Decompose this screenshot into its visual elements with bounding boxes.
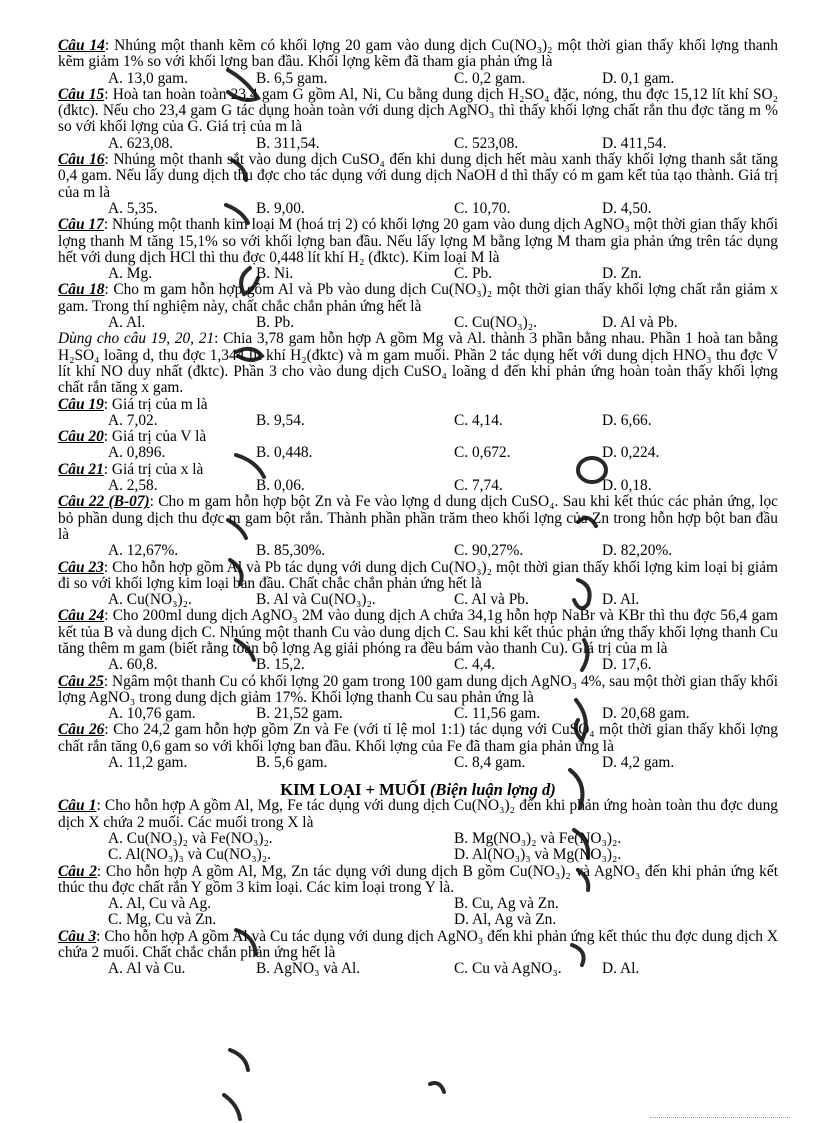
option-d: D. 6,66. <box>602 411 652 429</box>
question-block-21 <box>58 462 778 495</box>
question-text: : Nhúng một thanh kẽm có khối lợng 20 gam vào dung dịch Cu(NO₃)₂ một thời gian thấy khối lợng thanh kẽm giảm 1% so với khối lợng ban đầu. Khối lợng kẽm đã tham gia phản ứng là <box>58 37 778 71</box>
option-a: A. Mg. <box>108 265 153 283</box>
footer-dotted-line <box>650 1117 790 1118</box>
question-text: : Nhúng một thanh kim loại M (hoá trị 2) có khối lợng 20 gam vào dung dịch AgNO₃ một thời gian thấy khối lợng thanh M tăng 15,1% so với khối lợng ban đầu. Nếu lấy lợng M bằng lợng M tham gia phản ứng trên tác dụng hết với dung dịch HCl thì thu đợc 0,448 lít khí H₂ (đktc). Kim loại M là <box>58 216 778 266</box>
question-block-s2-2 <box>58 864 778 929</box>
question-block-15 <box>58 87 778 152</box>
question-label: Câu 23 <box>58 558 104 576</box>
question-label: Câu 16 <box>58 151 105 169</box>
answer-options <box>58 831 778 864</box>
option-b: B. Al và Cu(NO₃)₂. <box>256 591 376 609</box>
question-text: : Cho 200ml dung dịch AgNO₃ 2M vào dung dịch A chứa 34,1g hỗn hợp NaBr và KBr thì thu đợc 56,4 gam kết tủa B và dung dịch C. Nhúng một thanh Cu vào dung dịch C. Sau khi kết thúc phản ứng thấy khối lợng thanh Cu tăng thêm m gam (biết rằng toàn bộ lợng Ag giải phóng ra đều bám vào thanh Cu). Giá trị của m là <box>58 607 778 657</box>
question-text: : Cho hỗn hợp A gồm Al, Mg, Zn tác dụng với dung dịch B gồm Cu(NO₃)₂ và AgNO₃ đến khi phản ứng kết thúc thu đợc chất rắn Y gồm 3 kim loại. Các kim loại trong Y là. <box>58 862 778 896</box>
question-text: : Cho hỗn hợp A gồm Al, Mg, Fe tác dụng với dung dịch Cu(NO₃)₂ đến khi phản ứng hoàn toàn thu đợc dung dịch X chứa 2 muối. Các muối trong X là <box>58 797 778 831</box>
question-text: : Cho m gam hỗn hợp gồm Al và Pb vào dung dịch Cu(NO₃)₂ một thời gian thấy khối lợng chất rắn giảm x gam. Trong thí nghiệm này, chất chắc chắn phản ứng hết là <box>58 281 778 315</box>
section-title: KIM LOẠI + MUỐI <box>280 780 426 800</box>
option-a: A. 11,2 gam. <box>108 754 188 772</box>
option-b: B. 5,6 gam. <box>256 754 328 772</box>
option-d: D. 4,50. <box>602 199 652 217</box>
option-b: B. Ni. <box>256 265 294 283</box>
answer-options <box>58 755 778 771</box>
answer-options <box>58 657 778 673</box>
option-c: C. 0,2 gam. <box>454 69 526 87</box>
option-c: C. 10,70. <box>454 199 511 217</box>
answer-options <box>58 315 778 331</box>
question-block-s2-1 <box>58 798 778 863</box>
option-a: A. Al, Cu và Ag. <box>108 895 212 913</box>
option-d: D. 0,224. <box>602 444 660 462</box>
option-c: C. Al và Pb. <box>454 591 529 609</box>
answer-options <box>58 896 778 929</box>
answer-options <box>58 136 778 152</box>
option-c: C. 8,4 gam. <box>454 754 526 772</box>
question-label: Câu 14 <box>58 37 105 54</box>
question-block-17 <box>58 217 778 282</box>
option-d: D. 17,6. <box>602 656 652 674</box>
option-a: A. 10,76 gam. <box>108 705 196 723</box>
option-c: C. 523,08. <box>454 134 519 152</box>
question-label: Câu 25 <box>58 672 104 690</box>
option-d: D. 82,20%. <box>602 542 673 560</box>
question-block-22 <box>58 494 778 559</box>
answer-options <box>58 592 778 608</box>
shared-intro <box>58 331 778 396</box>
question-block-24 <box>58 608 778 673</box>
option-d: D. 0,18. <box>602 477 652 495</box>
question-label: Câu 3 <box>58 927 97 945</box>
option-a: A. 13,0 gam. <box>108 69 188 87</box>
option-a: A. 623,08. <box>108 134 173 152</box>
option-b: B. 311,54. <box>256 134 320 152</box>
answer-options <box>58 201 778 217</box>
option-a: A. 5,35. <box>108 199 158 217</box>
question-text: : Giá trị của m là <box>103 395 208 413</box>
option-a: A. 60,8. <box>108 656 158 674</box>
option-d: D. Zn. <box>602 265 642 283</box>
option-d: D. 20,68 gam. <box>602 705 690 723</box>
answer-options <box>58 445 778 461</box>
question-label: Câu 22 (B-07) <box>58 493 150 511</box>
intro-label: Dùng cho câu 19, 20, 21 <box>58 330 215 348</box>
option-d: D. Al. <box>602 591 640 609</box>
question-block-26 <box>58 722 778 771</box>
option-c: C. Pb. <box>454 265 493 283</box>
option-b: B. 85,30%. <box>256 542 326 560</box>
question-label: Câu 17 <box>58 216 104 234</box>
section-subtitle: (Biện luận lợng d) <box>429 780 556 800</box>
question-label: Câu 20 <box>58 428 104 446</box>
question-label: Câu 2 <box>58 862 97 880</box>
intro-text: : Chia 3,78 gam hỗn hợp A gồm Mg và Al. thành 3 phần bằng nhau. Phần 1 hoà tan bằng H₂SO₄ loãng d, thu đợc 1,344 lít khí H₂(đktc) và m gam muối. Phần 2 tác dụng hết với dung dịch HNO₃ thu đợc V lít khí NO duy nhất (đktc). Phần 3 cho vào dung dịch CuSO₄ loãng d đến khi phản ứng hoàn toàn thấy khối lợng chất rắn tăng x gam. <box>58 330 778 397</box>
question-text: : Giá trị của V là <box>103 428 207 446</box>
option-b: B. 0,448. <box>256 444 313 462</box>
question-block-14 <box>58 38 778 87</box>
question-block-19 <box>58 397 778 430</box>
question-text: : Cho hỗn hợp gồm Al và Pb tác dụng với dung dịch Cu(NO₃)₂ một thời gian thấy khối lợng kim loại bị giảm đi so với khối lợng kim loại ban đầu. Chất chắc chắn phản ứng hết là <box>58 558 779 592</box>
option-a: A. 0,896. <box>108 444 166 462</box>
question-label: Câu 1 <box>58 797 97 815</box>
option-a: A. Cu(NO₃)₂. <box>108 591 192 609</box>
question-block-16 <box>58 152 778 217</box>
option-a: A. Al và Cu. <box>108 960 186 978</box>
document-page <box>58 38 778 978</box>
option-c: C. 7,74. <box>454 477 503 495</box>
option-b: B. 15,2. <box>256 656 305 674</box>
option-c: C. 90,27%. <box>454 542 524 560</box>
question-label: Câu 19 <box>58 395 104 413</box>
option-d: D. Al, Ag và Zn. <box>454 911 557 929</box>
option-b: B. 21,52 gam. <box>256 705 343 723</box>
question-block-25 <box>58 674 778 723</box>
question-block-20 <box>58 429 778 462</box>
answer-options <box>58 543 778 559</box>
option-d: D. 411,54. <box>602 134 667 152</box>
option-d: D. 4,2 gam. <box>602 754 675 772</box>
option-c: C. 0,672. <box>454 444 511 462</box>
option-c: C. Cu và AgNO₃. <box>454 960 562 978</box>
option-c: C. Al(NO₃)₃ và Cu(NO₃)₂. <box>108 846 271 864</box>
option-c: C. 11,56 gam. <box>454 705 541 723</box>
option-d: D. 0,1 gam. <box>602 69 675 87</box>
question-text: : Hoà tan hoàn toàn 23,4 gam G gồm Al, Ni, Cu bằng dung dịch H₂SO₄ đặc, nóng, thu đợc 15,12 lít khí SO₂ (đktc). Nếu cho 23,4 gam G tác dụng hoàn toàn với dung dịch AgNO₃ thì thấy khối lợng chất rắn thu đợc tăng m % so với khối lợng của G. Giá trị của m là <box>58 85 779 136</box>
answer-options <box>58 71 778 87</box>
question-text: : Giá trị của x là <box>103 460 204 478</box>
question-block-23 <box>58 560 778 609</box>
question-text: : Nhúng một thanh sắt vào dung dịch CuSO₄ đến khi dung dịch hết màu xanh thấy khối lợng thanh sắt tăng 0,4 gam. Nếu lấy dung dịch thu đợc cho tác dụng với dung dịch NaOH d thì thấy có m gam kết tủa tạo thành. Giá trị của m là <box>58 151 779 201</box>
option-b: B. AgNO₃ và Al. <box>256 960 361 978</box>
option-c: C. Cu(NO₃)₂. <box>454 314 537 332</box>
question-block-s2-3 <box>58 929 778 978</box>
answer-options <box>58 478 778 494</box>
option-b: B. Cu, Ag và Zn. <box>454 895 559 913</box>
option-a: A. 2,58. <box>108 477 158 495</box>
question-label: Câu 18 <box>58 281 105 299</box>
option-d: D. Al(NO₃)₃ và Mg(NO₃)₂. <box>454 846 622 864</box>
question-text: : Cho m gam hỗn hợp bột Zn và Fe vào lợng d dung dịch CuSO₄. Sau khi kết thúc các phản ứng, lọc bỏ phần dung dịch thu đợc m gam bột rắn. Thành phần phần trăm theo khối lợng của Zn trong hỗn hợp bột ban đầu là <box>58 493 778 543</box>
option-d: D. Al và Pb. <box>602 314 678 332</box>
question-block-18 <box>58 282 778 331</box>
question-text: : Ngâm một thanh Cu có khối lợng 20 gam trong 100 gam dung dịch AgNO₃ 4%, sau một thời gian thấy khối lợng AgNO₃ trong dung dịch giảm 17%. Khối lợng thanh Cu sau phản ứng là <box>58 672 778 706</box>
question-text: : Cho hỗn hợp A gồm Al và Cu tác dụng với dung dịch AgNO₃ đến khi phản ứng kết thúc thu đợc dung dịch X chứa 2 muối. Chất chắc chắn phản ứng hết là <box>58 927 778 962</box>
question-label: Câu 26 <box>58 721 105 739</box>
answer-options <box>58 961 778 977</box>
question-label: Câu 15 <box>58 85 105 103</box>
option-b: B. 0,06. <box>256 477 305 495</box>
option-c: C. Mg, Cu và Zn. <box>108 911 217 929</box>
answer-options <box>58 266 778 282</box>
option-b: B. 9,00. <box>256 199 305 217</box>
option-c: C. 4,14. <box>454 411 503 429</box>
option-a: A. 7,02. <box>108 411 158 429</box>
option-a: A. Al. <box>108 314 146 332</box>
question-text: : Cho 24,2 gam hỗn hợp gồm Zn và Fe (với tỉ lệ mol 1:1) tác dụng với CuSO₄ một thời gian thấy khối lợng chất rắn tăng 0,6 gam so với khối lợng ban đầu. Khối lợng của Fe đã tham gia phản ứng là <box>58 721 778 755</box>
question-label: Câu 24 <box>58 607 105 625</box>
answer-options <box>58 706 778 722</box>
section-heading <box>58 781 778 798</box>
option-b: B. 6,5 gam. <box>256 69 328 87</box>
option-b: B. 9,54. <box>256 411 305 429</box>
answer-options <box>58 413 778 429</box>
option-b: B. Mg(NO₃)₂ và Fe(NO₃)₂. <box>454 829 622 847</box>
option-c: C. 4,4. <box>454 656 496 674</box>
option-d: D. Al. <box>602 960 640 978</box>
option-b: B. Pb. <box>256 314 295 332</box>
option-a: A. Cu(NO₃)₂ và Fe(NO₃)₂. <box>108 829 273 847</box>
option-a: A. 12,67%. <box>108 542 179 560</box>
question-label: Câu 21 <box>58 460 104 478</box>
